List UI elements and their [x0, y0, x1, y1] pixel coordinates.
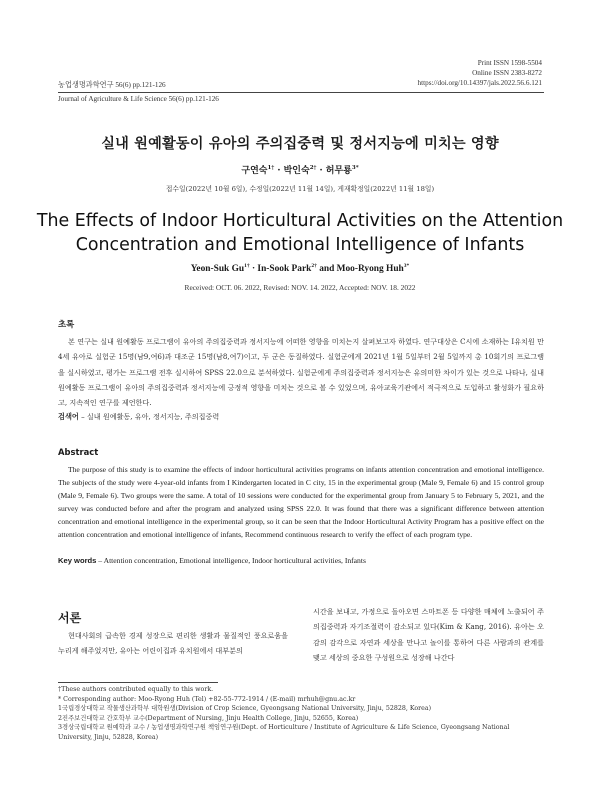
issn-block	[418, 58, 542, 88]
title-english-line2: Concentration and Emotional Intelligence of Infants	[75, 235, 525, 255]
footnote-rule	[58, 682, 218, 683]
footnote-affiliation-3: 3경상국립대학교 원예학과 교수 / 농업생명과학연구원 책임연구원(Dept. of Horticulture / Institute of Agriculture & Life Science, Gyeongsang National University, Jinju, 52828, Korea)	[58, 724, 510, 741]
authors-english: Yeon-Suk $Gu^{1\dagger}$ · In-Sook Park$^{2\dagger}$ and Moo-Ryong Huh$^{3*}$	[190, 263, 410, 275]
intro-right-column: 시간을 보내고, 가정으로 돌아오면 스마트폰 등 다양한 매체에 노출되어 주의집중력과 자기조절력이 감소되고 있다(Kim & Kang, 2016). 유아는 오감의 감각으로 자연과 세상을 만나고 놀이를 통하여 다른 사람과의 관계를 맺고 세상의 중요한 구성원으로 성장해 나간다	[313, 607, 544, 662]
authors-korean: 구연숙$^{1\dagger}$ · 박인숙$^{2\dagger}$ · 허무룡$^{3*}$	[241, 165, 359, 176]
dates-english: Received: OCT. 06. 2022, Revised: NOV. 14. 2022, Accepted: NOV. 18. 2022	[184, 283, 416, 292]
abstract-en-heading: Abstract	[58, 447, 99, 457]
dates-korean: 접수일(2022년 10월 6일), 수정일(2022년 11월 14일), 게재확정일(2022년 11월 18일)	[165, 185, 435, 193]
footnotes	[58, 685, 544, 743]
title-korean: 실내 원예활동이 유아의 주의집중력 및 정서지능에 미치는 영향	[101, 136, 499, 152]
doi-link[interactable]: https://doi.org/10.14397/jals.2022.56.6.121	[417, 79, 542, 87]
footnote-corresponding: * Corresponding author: Moo-Ryong Huh (Tel) +82-55-772-1914 / (E-mail) mrhuh@gnu.ac.kr	[58, 695, 356, 703]
journal-en: Journal of Agriculture & Life Science 56(6) pp.121-126	[58, 95, 219, 103]
keywords-ko-label: 검색어	[58, 412, 79, 421]
abstract-en-body: The purpose of this study is to examine the effects of indoor horticultural activities programs on infants attention concentration and emotional intelligence. The subjects of the study were 4-year-old infants from I Kindergarten located in C city, 15 in the experimental group (Male 9, Female 6) and 15 control group (Male 9, Female 6). Two groups were the same. A total of 10 sessions were conducted for the experimental group from January 5 to February 5, 2021, and the survey was conducted before and after the program and analyzed using SPSS 22.0. It was found that there was a significant difference between attention concentration and emotional intelligence in the experimental group, so it can be seen that the Indoor Horticultural Activity Program has a positive effect on the attention concentration and emotional intelligence of infants, Recommend continuous research to verify the effect of each program type.	[58, 465, 544, 540]
keywords-ko-values: – 실내 원예활동, 유아, 정서지능, 주의집중력	[78, 412, 220, 421]
abstract-ko-heading: 초록	[58, 319, 75, 329]
keywords-ko	[58, 412, 219, 422]
header-rule	[58, 92, 544, 93]
footnote-affiliation-1: 1국립경상대학교 작물생산과학부 대학원생(Division of Crop Science, Gyeongsang National University, Jinju, 52828, Korea)	[58, 705, 432, 713]
abstract-ko-body: 본 연구는 실내 원예활동 프로그램이 유아의 주의집중력과 정서지능에 어떠한 영향을 미치는지 살펴보고자 하였다. 연구대상은 C시에 소재하는 I유치원 만 4세 유아로 실험군 15명(남9,여6)과 대조군 15명(남8,여7)이고, 두 군은 동질하였다. 실험군에게 2021년 1월 5일부터 2월 5일까지 총 10회기의 프로그램을 실시하였고, 평가는 프로그램 전후 실시하여 SPSS 22.0으로 분석하였다. 실험군에게 주의집중력과 정서지능은 유의미한 차이가 있는 것으로 나타나, 실내 원예활동 프로그램이 유아의 주의집중력과 정서지능에 긍정적 영향을 미치는 것으로 볼 수 있었으며, 유아교육기관에서 적극적으로 도입하고 활성화가 필요하고, 지속적인 연구를 제언한다.	[58, 337, 544, 408]
keywords-en-label: Key words	[58, 556, 97, 565]
footnote-affiliation-2: 2진주보건대학교 간호학부 교수(Department of Nursing, Jinju Health College, Jinju, 52655, Korea)	[58, 714, 359, 722]
keywords-en-values: – Attention concentration, Emotional intelligence, Indoor horticultural activities, Infants	[96, 556, 366, 565]
footnote-equal-contribution: †These authors contributed equally to this work.	[58, 686, 214, 693]
intro-left-column: 현대사회의 급속한 경제 성장으로 편리한 생활과 물질적인 풍요로움을 누리게 해주었지만, 유아는 어린이집과 유치원에서 대부분의	[58, 631, 288, 656]
journal-ko: 농업생명과학연구 56(6) pp.121-126	[58, 81, 166, 89]
intro-heading: 서론	[58, 611, 82, 625]
online-issn: Online ISSN 2383-8272	[472, 69, 542, 77]
title-english-line1: The Effects of Indoor Horticultural Activities on the Attention	[36, 211, 564, 231]
keywords-en	[58, 556, 366, 565]
print-issn: Print ISSN 1598-5504	[477, 59, 542, 67]
